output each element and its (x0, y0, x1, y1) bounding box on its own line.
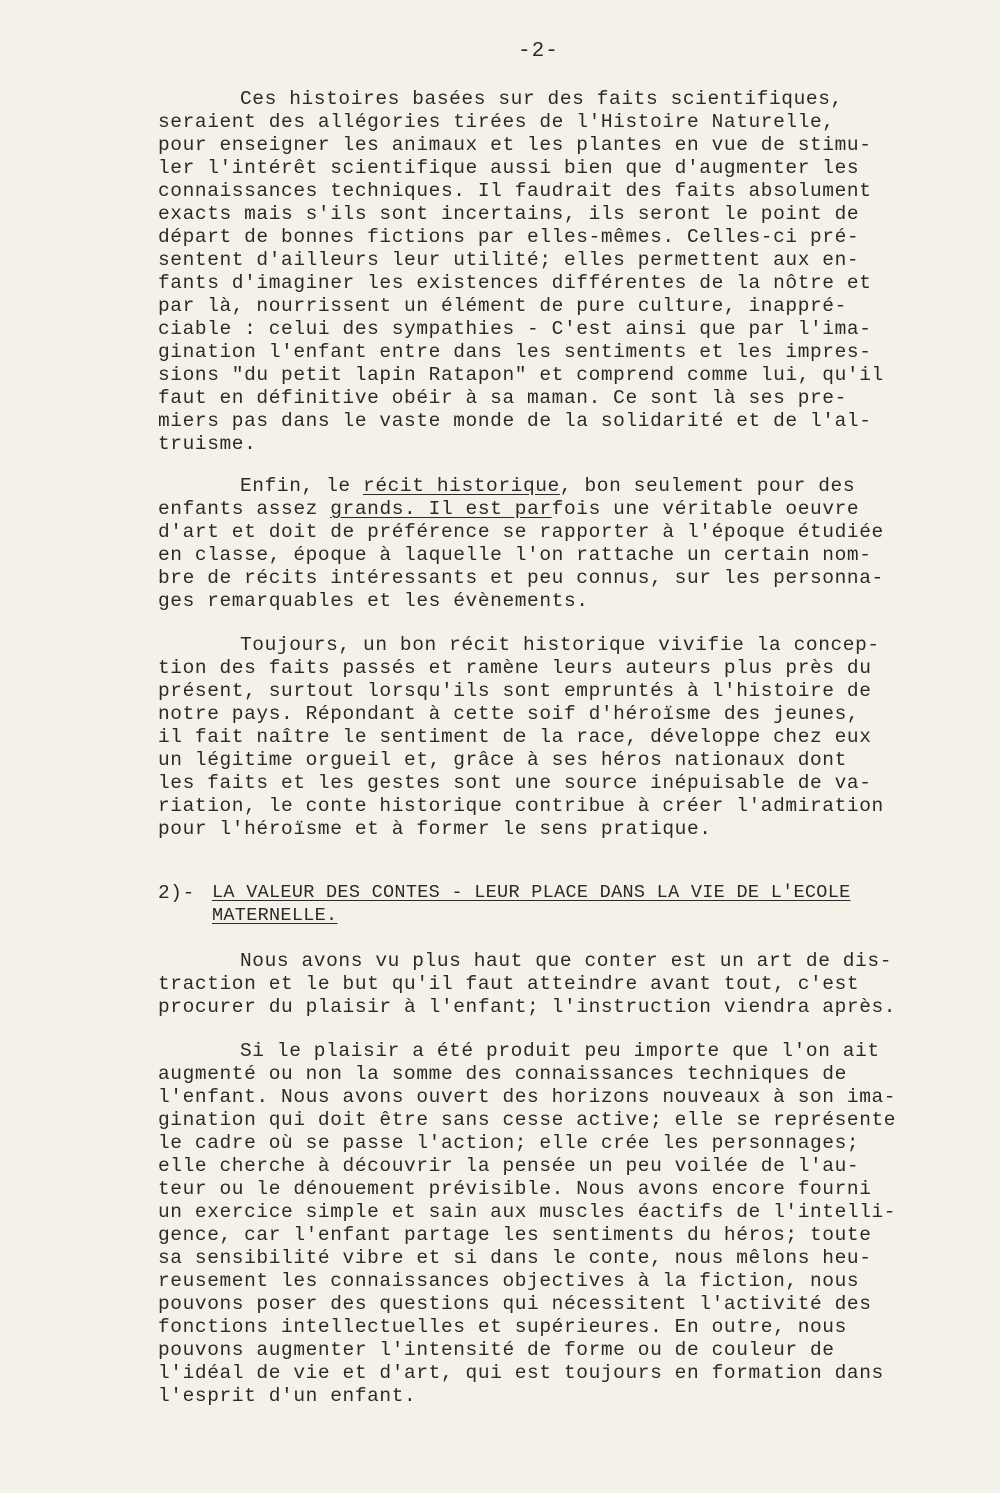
text-line: il fait naître le sentiment de la race, développe chez eux (158, 726, 872, 748)
text-line: ler l'intérêt scientifique aussi bien que d'augmenter les (158, 157, 860, 179)
text-line: Si le plaisir a été produit peu importe que l'on ait (240, 1040, 880, 1062)
text-line: truisme. (158, 433, 257, 455)
text-segment: fois une véritable oeuvre (551, 498, 860, 520)
text-line: départ de bonnes fictions par elles-mêmes. Celles-ci pré- (158, 226, 860, 248)
text-line: exacts mais s'ils sont incertains, ils seront le point de (158, 203, 860, 225)
text-line: l'idéal de vie et d'art, qui est toujours en formation dans (158, 1362, 884, 1384)
text-line: ges remarquables et les évènements. (158, 590, 589, 612)
text-line: sa sensibilité vibre et si dans le conte, nous mêlons heu- (158, 1247, 872, 1269)
text-line: sions "du petit lapin Ratapon" et comprend comme lui, qu'il (158, 364, 884, 386)
text-line: Toujours, un bon récit historique vivifie la concep- (240, 634, 880, 656)
text-line: les faits et les gestes sont une source inépuisable de va- (158, 772, 872, 794)
text-line: gination qui doit être sans cesse active; elle se représente (158, 1109, 897, 1131)
page-number: -2- (518, 40, 559, 63)
text-line: connaissances techniques. Il faudrait des faits absolument (158, 180, 872, 202)
text-segment: Enfin, le (240, 475, 364, 497)
text-line: tion des faits passés et ramène leurs auteurs plus près du (158, 657, 872, 679)
text-line: procurer du plaisir à l'enfant; l'instruction viendra après. (158, 996, 897, 1018)
text-line: gination l'enfant entre dans les sentiments et les impres- (158, 341, 872, 363)
text-line: notre pays. Répondant à cette soif d'héroïsme des jeunes, (158, 703, 860, 725)
text-line: un légitime orgueil et, grâce à ses héros nationaux dont (158, 749, 847, 771)
text-line: pour enseigner les animaux et les plantes en vue de stimu- (158, 134, 872, 156)
text-segment: enfants assez (158, 498, 331, 520)
text-line: Nous avons vu plus haut que conter est un art de dis- (240, 950, 893, 972)
text-line: sentent d'ailleurs leur utilité; elles permettent aux en- (158, 249, 860, 271)
text-line: traction et le but qu'il faut atteindre avant tout, c'est (158, 973, 860, 995)
text-line: pouvons augmenter l'intensité de forme ou de couleur de (158, 1339, 835, 1361)
text-line: un exercice simple et sain aux muscles éactifs de l'intelli- (158, 1201, 897, 1223)
text-line: fonctions intellectuelles et supérieures. En outre, nous (158, 1316, 847, 1338)
text-line: l'esprit d'un enfant. (158, 1385, 417, 1407)
text-line: fants d'imaginer les existences différentes de la nôtre et (158, 272, 872, 294)
text-line: teur ou le dénouement prévisible. Nous avons encore fourni (158, 1178, 872, 1200)
text-segment: , bon seulement pour des (559, 475, 856, 497)
text-line: en classe, époque à laquelle l'on rattache un certain nom- (158, 544, 872, 566)
text-line: miers pas dans le vaste monde de la solidarité et de l'al- (158, 410, 872, 432)
underlined-phrase: récit historique (363, 475, 560, 497)
text-line: le cadre où se passe l'action; elle crée les personnages; (158, 1132, 860, 1154)
text-line: l'enfant. Nous avons ouvert des horizons nouveaux à son ima- (158, 1086, 897, 1108)
section-number: 2)- (158, 882, 195, 904)
text-line: faut en définitive obéir à sa maman. Ce sont là ses pre- (158, 387, 847, 409)
text-line: seraient des allégories tirées de l'Histoire Naturelle, (158, 111, 835, 133)
text-line: pour l'héroïsme et à former le sens pratique. (158, 818, 712, 840)
text-line: reusement les connaissances objectives à la fiction, nous (158, 1270, 860, 1292)
text-line: gence, car l'enfant partage les sentiments du héros; toute (158, 1224, 872, 1246)
text-line: bre de récits intéressants et peu connus, sur les personna- (158, 567, 884, 589)
text-line (240, 475, 855, 497)
text-line: pouvons poser des questions qui nécessitent l'activité des (158, 1293, 872, 1315)
underlined-phrase: grands. Il est par (330, 498, 552, 520)
text-line: augmenté ou non la somme des connaissances techniques de (158, 1063, 847, 1085)
text-line: présent, surtout lorsqu'ils sont empruntés à l'histoire de (158, 680, 872, 702)
text-line (158, 498, 859, 520)
section-title-line: LA VALEUR DES CONTES - LEUR PLACE DANS LA VIE DE L'ECOLE (212, 882, 851, 903)
text-line: d'art et doit de préférence se rapporter à l'époque étudiée (158, 521, 884, 543)
text-line: riation, le conte historique contribue à créer l'admiration (158, 795, 884, 817)
text-line: elle cherche à découvrir la pensée un peu voilée de l'au- (158, 1155, 860, 1177)
text-line: Ces histoires basées sur des faits scientifiques, (240, 88, 843, 110)
text-line: ciable : celui des sympathies - C'est ainsi que par l'ima- (158, 318, 872, 340)
section-title-line: MATERNELLE. (212, 905, 338, 926)
text-line: par là, nourrissent un élément de pure culture, inappré- (158, 295, 847, 317)
